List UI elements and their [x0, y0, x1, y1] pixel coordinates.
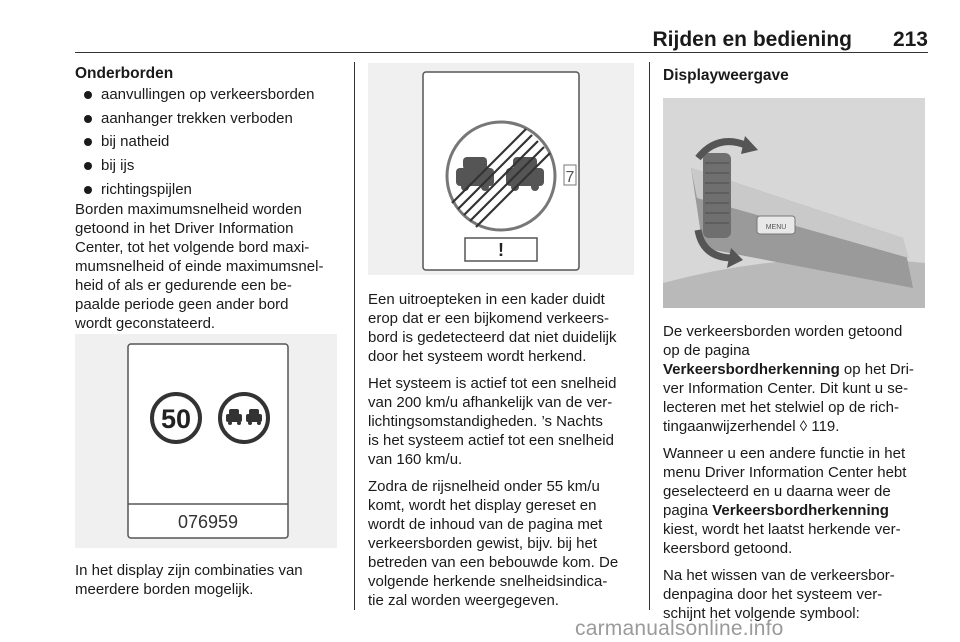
bullet-icon — [84, 138, 92, 146]
svg-text:MENU: MENU — [765, 224, 787, 231]
paragraph: In het display zijn combinaties van meerdere borden mogelijk. — [75, 562, 303, 598]
subsigns-heading: Onderborden — [75, 65, 174, 82]
paragraph: Borden maximumsnelheid worden getoond in het Driver Information Center, tot het volgende bord maxi- mumsnelheid of einde maximumsnel- heid of als er gedurende een be- paalde periode geen ander bord wordt geconstateerd. — [75, 200, 324, 332]
paragraph: De verkeersborden worden getoond op de pagina Verkeersbordherkenning op het Dri- ver Information Center. Dit kunt u se- lecteren met het stelwiel op de rich- tingaanwijzerhendel ◊ 119. — [663, 323, 914, 435]
column-1-bottom — [75, 561, 345, 599]
list-item: aanvullingen op verkeersborden — [75, 85, 345, 104]
turn-signal-lever-illustration — [663, 98, 925, 308]
column-divider-1 — [354, 62, 355, 610]
paragraph: Na het wissen van de verkeersbor- denpagina door het systeem ver- schijnt het volgende symbool: — [663, 567, 895, 622]
indicator-lever-figure — [663, 98, 925, 308]
end-no-overtaking-figure — [368, 63, 634, 275]
bullet-icon — [84, 115, 92, 123]
list-item: bij natheid — [75, 132, 345, 151]
paragraph: Een uitroepteken in een kader duidt erop dat er een bijkomend verkeers- bord is gedetecteerd dat niet duidelijk door het systeem wordt herkend. — [368, 291, 617, 365]
svg-text:50: 50 — [160, 404, 192, 434]
svg-text:076959: 076959 — [177, 512, 239, 532]
column-2 — [368, 290, 640, 610]
unclear-sign-illustration — [368, 63, 634, 275]
bullet-icon — [84, 91, 92, 99]
page-number: 213 — [892, 28, 928, 51]
column-1 — [75, 64, 345, 333]
thumbwheel-icon — [703, 153, 731, 238]
section-title: Rijden en bediening — [652, 28, 852, 51]
watermark: carmanualsonline.info — [575, 617, 784, 640]
speed-sign-figure — [75, 334, 337, 548]
list-item: bij ijs — [75, 156, 345, 175]
subsigns-list — [75, 85, 345, 199]
paragraph: Wanneer u een andere functie in het menu Driver Information Center hebt geselecteerd en u daarna weer de pagina Verkeersbordherkenning kiest, wordt het laatst herkende ver- keersbord getoond. — [663, 445, 907, 557]
svg-text:7: 7 — [565, 169, 575, 186]
paragraph: Het systeem is actief tot een snelheid van 200 km/u afhankelijk van de ver- lichtingsomstandigheden. ’s Nachts is het systeem actief tot een snelheid van 160 km/u. — [368, 375, 617, 468]
column-3 — [663, 322, 929, 623]
list-item: richtingspijlen — [75, 180, 345, 199]
page-header — [75, 28, 928, 54]
display-signs-illustration — [75, 334, 337, 548]
bullet-icon — [84, 186, 92, 194]
column-divider-2 — [649, 62, 650, 610]
svg-text:!: ! — [498, 240, 504, 260]
header-rule — [75, 52, 928, 53]
display-heading: Displayweergave — [663, 67, 789, 84]
paragraph: Zodra de rijsnelheid onder 55 km/u komt, wordt het display gereset en wordt de inhoud van de pagina met verkeersborden gewist, bijv. bij het betreden van een bebouwde kom. De volgende herkende snelheidsindica- tie zal worden weergegeven. — [368, 478, 619, 609]
bullet-icon — [84, 162, 92, 170]
column-3-heading — [663, 66, 929, 85]
list-item: aanhanger trekken verboden — [75, 109, 345, 128]
page-reference-icon: ◊ — [799, 418, 808, 435]
